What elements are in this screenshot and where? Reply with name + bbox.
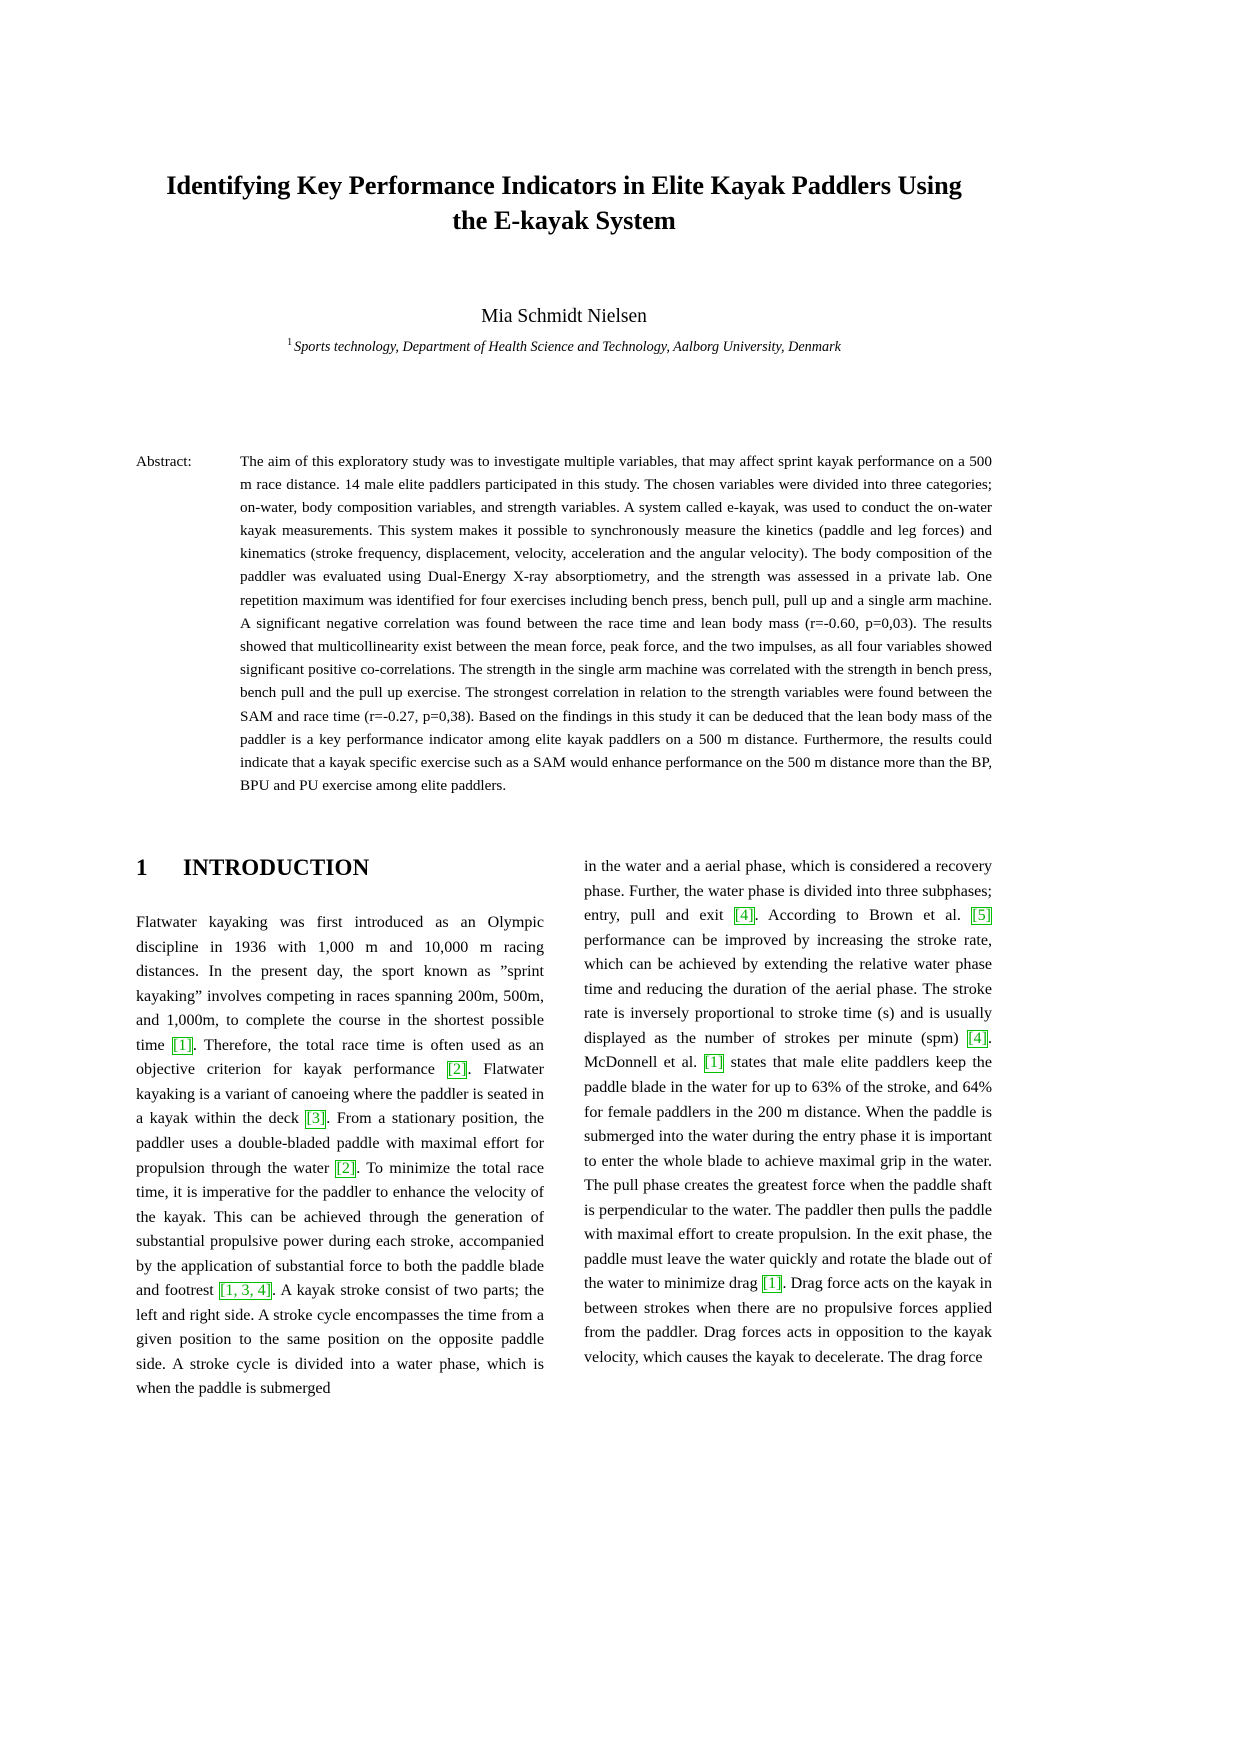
citation-link[interactable]: [2] [336, 1159, 356, 1177]
right-column-paragraph: in the water and a aerial phase, which is considered a recovery phase. Further, the water phase is divided into three subphases; entry, pull and exit [4]. According to Brown et al. [5] performance can be improved by increasing the stroke rate, which can be achieved by extending the relative water phase time and reducing the duration of the aerial phase. The stroke rate is inversely proportional to stroke time (s) and is usually displayed as the number of strokes per minute (spm) [4]. McDonnell et al. [1] states that male elite paddlers keep the paddle blade in the water for up to 63% of the stroke, and 64% for female paddlers in the 200 m distance. When the paddle is submerged into the water during the entry phase it is important to enter the whole blade to achieve maximal grip in the water. The pull phase creates the greatest force when the paddle shaft is perpendicular to the water. The paddler then pulls the paddle with maximal effort to create propulsion. In the exit phase, the paddle must leave the water quickly and rotate the blade out of the water to minimize drag [1]. Drag force acts on the kayak in between strokes when there are no propulsive forces applied from the paddler. Drag forces acts in opposition to the kayak velocity, which causes the kayak to decelerate. The drag force [584, 858, 992, 1366]
body-columns [136, 855, 992, 1402]
citation-link[interactable]: [1] [704, 1054, 724, 1072]
citation-link[interactable]: [4] [968, 1029, 987, 1047]
abstract-text: The aim of this exploratory study was to investigate multiple variables, that may affect sprint kayak performance on a 500 m race distance. 14 male elite paddlers participated in this study. The chosen variables were divided into three categories; on-water, body composition variables, and strength variables. A system called e-kayak, was used to conduct the on-water kayak measurements. This system makes it possible to synchronously measure the kinetics (paddle and leg forces) and kinematics (stroke frequency, displacement, velocity, acceleration and the angular velocity). The body composition of the paddler was evaluated using Dual-Energy X-ray absorptiometry, and the strength was assessed in a private lab. One repetition maximum was identified for four exercises including bench press, bench pull, pull up and a single arm machine. A significant negative correlation was found between the race time and lean body mass (r=-0.60, p=0,03). The results showed that multicollinearity exist between the mean force, peak force, and the two impulses, as all four variables showed significant positive co-correlations. The strength in the single arm machine was correlated with the strength in bench press, bench pull and the pull up exercise. The strongest correlation in relation to the strength variables were found between the SAM and race time (r=-0.27, p=0,38). Based on the findings in this study it can be deduced that the lean body mass of the paddler is a key performance indicator among elite kayak paddlers on a 500 m distance. Furthermore, the results could indicate that a kayak specific exercise such as a SAM would enhance performance on the 500 m distance more than the BP, BPU and PU exercise among elite paddlers. [240, 452, 992, 795]
section-title: INTRODUCTION [183, 855, 370, 881]
citation-link[interactable]: [1] [173, 1036, 192, 1054]
citation-link[interactable]: [1, 3, 4] [220, 1282, 272, 1300]
left-column-paragraph: Flatwater kayaking was first introduced as an Olympic discipline in 1936 with 1,000 m and 10,000 m racing distances. In the present day, the sport known as ”sprint kayaking” involves competing in races spanning 200m, 500m, and 1,000m, to complete the course in the shortest possible time [1]. Therefore, the total race time is often used as an objective criterion for kayak performance [2]. Flatwater kayaking is a variant of canoeing where the paddler is seated in a kayak within the deck [3]. From a stationary position, the paddler uses a double-bladed paddle with maximal effort for propulsion through the water [2]. To minimize the total race time, it is imperative for the paddler to enhance the velocity of the kayak. This can be achieved through the generation of substantial propulsive power during each stroke, accompanied by the application of substantial force to both the paddle blade and footrest [1, 3, 4]. A kayak stroke consist of two parts; the left and right side. A stroke cycle encompasses the time from a given position to the same position on the opposite paddle side. A stroke cycle is divided into a water phase, which is when the paddle is submerged [136, 914, 545, 1398]
citation-link[interactable]: [5] [972, 907, 991, 925]
author-affiliation [136, 337, 992, 357]
left-column [136, 855, 544, 1402]
right-column [584, 855, 992, 1402]
author-block [136, 305, 992, 356]
section-heading-introduction [136, 855, 544, 881]
citation-link[interactable]: [3] [306, 1110, 326, 1128]
affiliation-text: Sports technology, Department of Health Science and Technology, Aalborg University, Denmark [294, 338, 841, 355]
section-number: 1 [136, 855, 148, 881]
citation-link[interactable]: [4] [734, 907, 754, 925]
author-name: Mia Schmidt Nielsen [481, 306, 647, 328]
citation-link[interactable]: [2] [447, 1061, 467, 1079]
citation-link[interactable]: [1] [762, 1275, 782, 1293]
title-block [136, 0, 992, 357]
affiliation-marker: 1 [287, 336, 293, 348]
abstract-section [136, 450, 992, 798]
abstract-label: Abstract: [136, 452, 192, 470]
page-content [136, 0, 992, 1402]
page-title: Identifying Key Performance Indicators in Elite Kayak Paddlers Using the E-kayak System [166, 170, 962, 236]
